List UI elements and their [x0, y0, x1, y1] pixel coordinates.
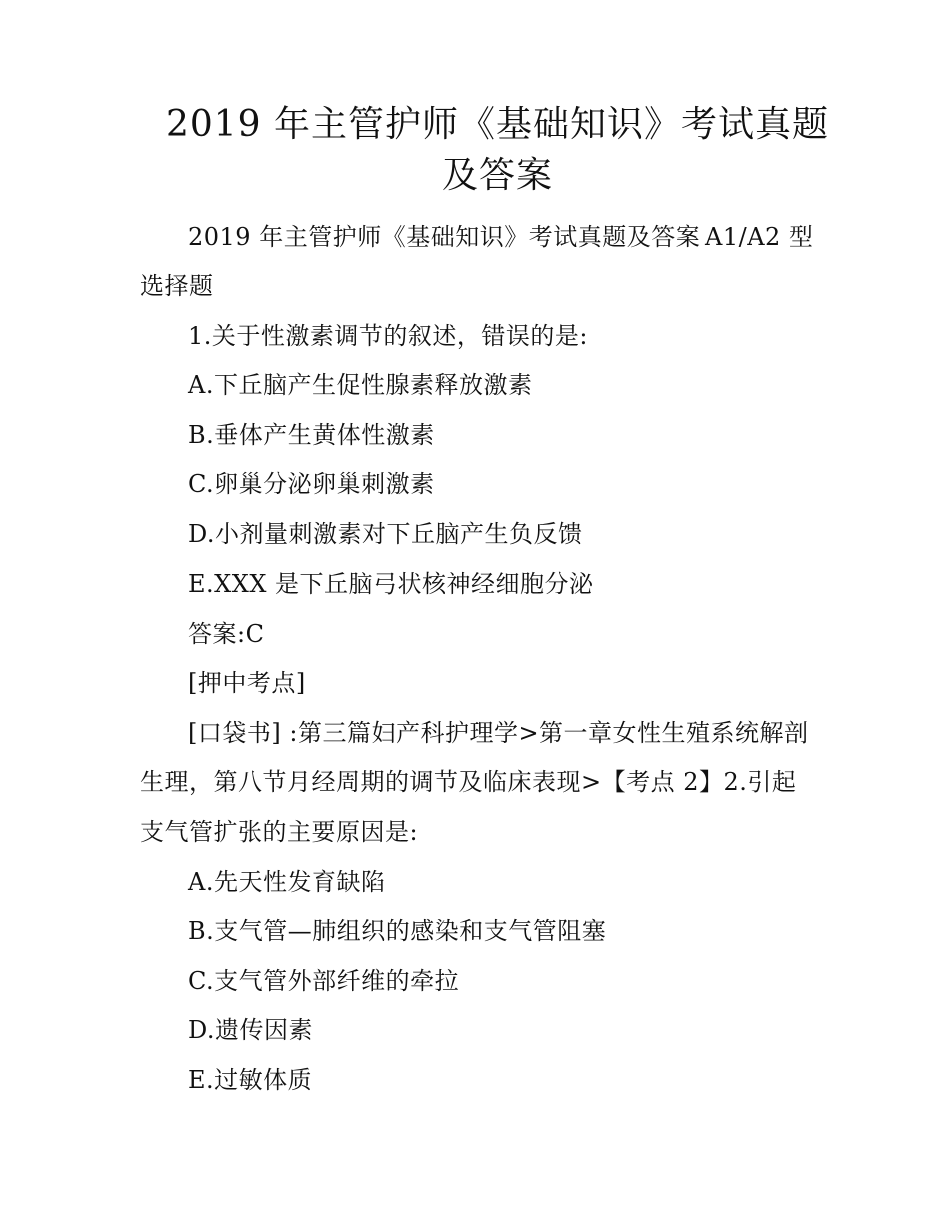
intro-line-1: 2019 年主管护师《基础知识》考试真题及答案	[188, 223, 701, 251]
question-1-reference-line-2: 生理，第八节月经周期的调节及临床表现>【考点 2】2.引起	[140, 768, 797, 796]
question-2-option-a: A.先天性发育缺陷	[188, 868, 386, 896]
question-1-key-point: [押中考点]	[188, 669, 306, 697]
document-title-line-1: 2019 年主管护师《基础知识》考试真题	[165, 104, 830, 145]
question-1-stem: 1.关于性激素调节的叙述，错误的是:	[188, 322, 588, 350]
question-2-option-d: D.遗传因素	[188, 1016, 314, 1044]
document-title-line-2: 及答案	[441, 155, 553, 196]
question-2-option-b: B.支气管—肺组织的感染和支气管阻塞	[188, 917, 607, 945]
question-2-stem: 支气管扩张的主要原因是:	[140, 818, 419, 846]
question-1-option-d: D.小剂量刺激素对下丘脑产生负反馈	[188, 520, 583, 548]
question-1-option-a: A.下丘脑产生促性腺素释放激素	[188, 371, 533, 399]
question-1-option-e: E.XXX 是下丘脑弓状核神经细胞分泌	[188, 570, 594, 598]
question-1-answer: 答案:C	[188, 620, 265, 648]
question-2-option-c: C.支气管外部纤维的牵拉	[188, 967, 460, 995]
question-1-option-c: C.卵巢分泌卵巢刺激素	[188, 470, 435, 498]
intro-question-type: A1/A2 型	[705, 223, 814, 251]
question-1-option-b: B.垂体产生黄体性激素	[188, 421, 435, 449]
intro-line-2: 选择题	[140, 272, 214, 300]
question-1-reference-line-1: [口袋书] :第三篇妇产科护理学>第一章女性生殖系统解剖	[188, 719, 809, 747]
question-2-option-e: E.过敏体质	[188, 1066, 313, 1094]
